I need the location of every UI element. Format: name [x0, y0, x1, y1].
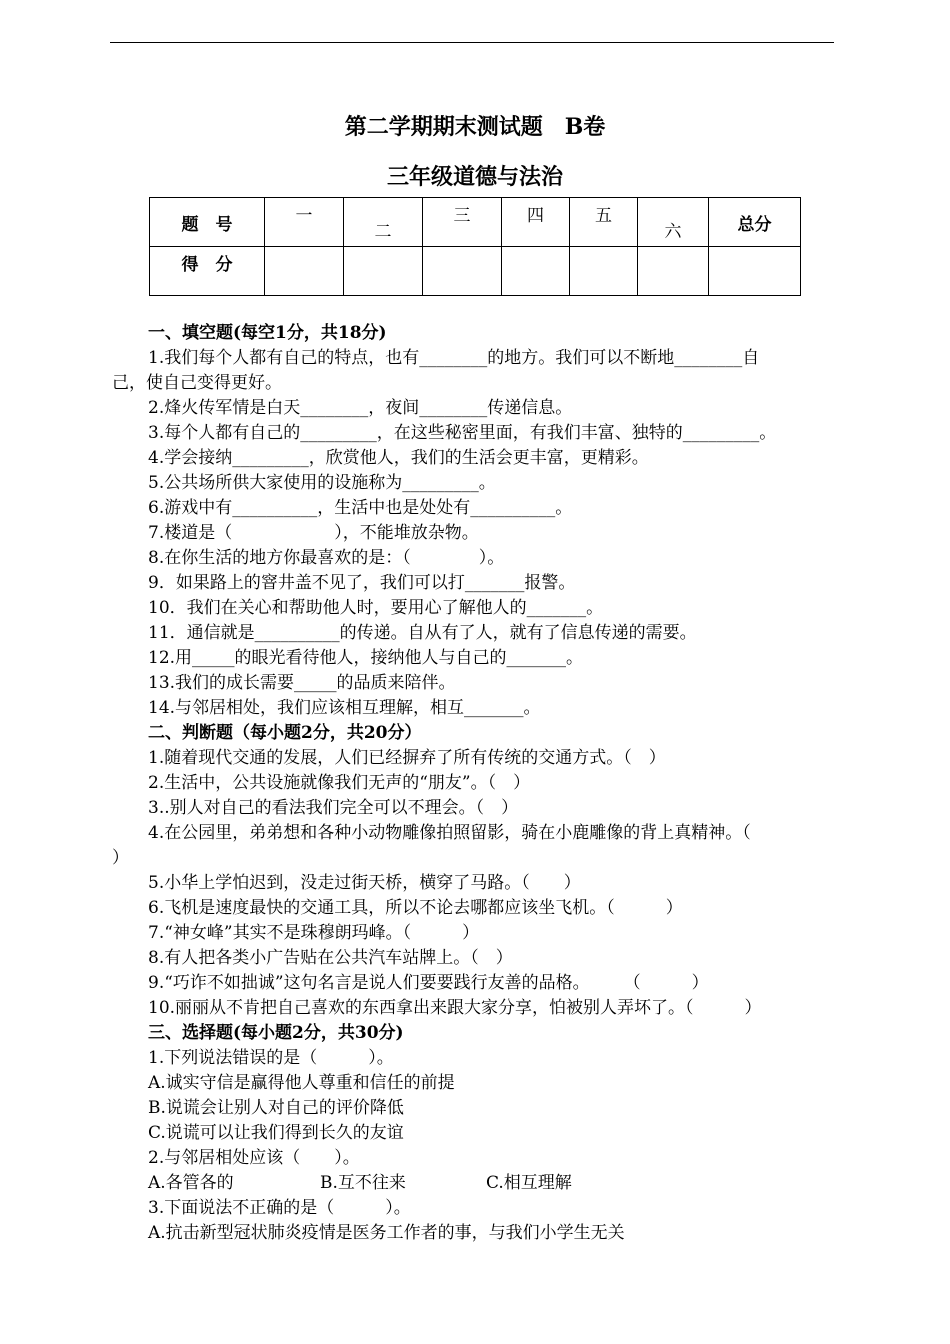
score-table-header-row [150, 198, 801, 247]
option-c: C.相互理解 [486, 1173, 572, 1193]
question-line: 13.我们的成长需要_____的品质来陪伴。 [148, 673, 456, 693]
option-line: A.诚实守信是赢得他人尊重和信任的前提 [148, 1073, 455, 1093]
question-number-label: 题 号 [150, 198, 265, 247]
column-6-label: 六 [664, 221, 682, 242]
exam-title: 第二学期期末测试题 B卷 [344, 114, 606, 140]
option-b: B.互不往来 [320, 1173, 406, 1193]
question-line: 10.丽丽从不肯把自己喜欢的东西拿出来跟大家分享，怕被别人弄坏了。（ ） [148, 998, 762, 1018]
question-line: 1.随着现代交通的发展，人们已经摒弃了所有传统的交通方式。（ ） [148, 748, 666, 768]
section-heading-judge: 二、判断题（每小题2分，共20分） [148, 723, 422, 743]
question-line: 6.飞机是速度最快的交通工具，所以不论去哪都应该坐飞机。（ ） [148, 898, 683, 918]
score-cell [265, 247, 344, 296]
column-2-label: 二 [374, 221, 392, 242]
score-cell [344, 247, 423, 296]
option-line: A.抗击新型冠状肺炎疫情是医务工作者的事，与我们小学生无关 [148, 1223, 625, 1243]
section-heading-choice: 三、选择题(每小题2分，共30分) [148, 1023, 404, 1043]
question-line: 14.与邻居相处，我们应该相互理解，相互_______。 [148, 698, 541, 718]
option-row [112, 1171, 836, 1196]
question-line: 7.“神女峰”其实不是珠穆朗玛峰。（ ） [148, 923, 480, 943]
score-cell [423, 247, 502, 296]
score-cell [502, 247, 570, 296]
total-label: 总分 [709, 198, 801, 247]
question-line: ） [112, 848, 129, 868]
question-line: 2.烽火传军情是白天________，夜间________传递信息。 [148, 398, 573, 418]
question-line: 2.生活中，公共设施就像我们无声的“朋友”。（ ） [148, 773, 531, 793]
question-line: 11．通信就是__________的传递。自从有了人，就有了信息传递的需要。 [148, 623, 697, 643]
question-line: 10．我们在关心和帮助他人时，要用心了解他人的_______。 [148, 598, 604, 618]
question-line: 4.在公园里，弟弟想和各种小动物雕像拍照留影，骑在小鹿雕像的背上真精神。（ [148, 823, 751, 843]
question-line: 5.公共场所供大家使用的设施称为_________。 [148, 473, 496, 493]
question-line: 1.我们每个人都有自己的特点，也有________的地方。我们可以不断地________自 [148, 348, 760, 368]
exam-subtitle: 三年级道德与法治 [386, 164, 563, 190]
score-cell [709, 247, 801, 296]
score-table [149, 197, 801, 296]
question-line: 9．如果路上的窨井盖不见了，我们可以打_______报警。 [148, 573, 576, 593]
option-line: C.说谎可以让我们得到长久的友谊 [148, 1123, 404, 1143]
question-line: 6.游戏中有__________，生活中也是处处有__________。 [148, 498, 573, 518]
option-a: A.各管各的 [148, 1173, 234, 1193]
question-line: 7.楼道是（ ），不能堆放杂物。 [148, 523, 479, 543]
question-line: 8.有人把各类小广告贴在公共汽车站牌上。（ ） [148, 948, 513, 968]
question-line: 5.小华上学怕迟到，没走过街天桥，横穿了马路。（ ） [148, 873, 581, 893]
section-heading-fill: 一、填空题(每空1分，共18分) [148, 323, 387, 343]
question-line: 12.用_____的眼光看待他人，接纳他人与自己的_______。 [148, 648, 584, 668]
score-cell [570, 247, 638, 296]
question-line: 4.学会接纳_________，欣赏他人，我们的生活会更丰富，更精彩。 [148, 448, 649, 468]
score-label: 得 分 [181, 254, 233, 275]
header-rule [110, 42, 834, 43]
question-line: 3..别人对自己的看法我们完全可以不理会。（ ） [148, 798, 519, 818]
score-cell [638, 247, 709, 296]
option-line: B.说谎会让别人对自己的评价降低 [148, 1098, 404, 1118]
column-4-label: 四 [527, 205, 544, 226]
question-line: 8.在你生活的地方你最喜欢的是：（ ）。 [148, 548, 505, 568]
question-line: 2.与邻居相处应该（ ）。 [148, 1148, 360, 1168]
exam-content [112, 321, 836, 1246]
question-line: 9.“巧诈不如拙诚”这句名言是说人们要要践行友善的品格。 （ ） [148, 973, 709, 993]
question-line: 3.每个人都有自己的_________，在这些秘密里面，有我们丰富、独特的_________。 [148, 423, 777, 443]
column-3-label: 三 [453, 205, 471, 226]
column-5-label: 五 [595, 205, 612, 226]
column-1-label: 一 [295, 205, 313, 226]
question-line: 己，使自己变得更好。 [112, 373, 282, 393]
question-line: 1.下列说法错误的是（ ）。 [148, 1048, 394, 1068]
question-line: 3.下面说法不正确的是（ ）。 [148, 1198, 411, 1218]
score-table-score-row [150, 247, 801, 296]
